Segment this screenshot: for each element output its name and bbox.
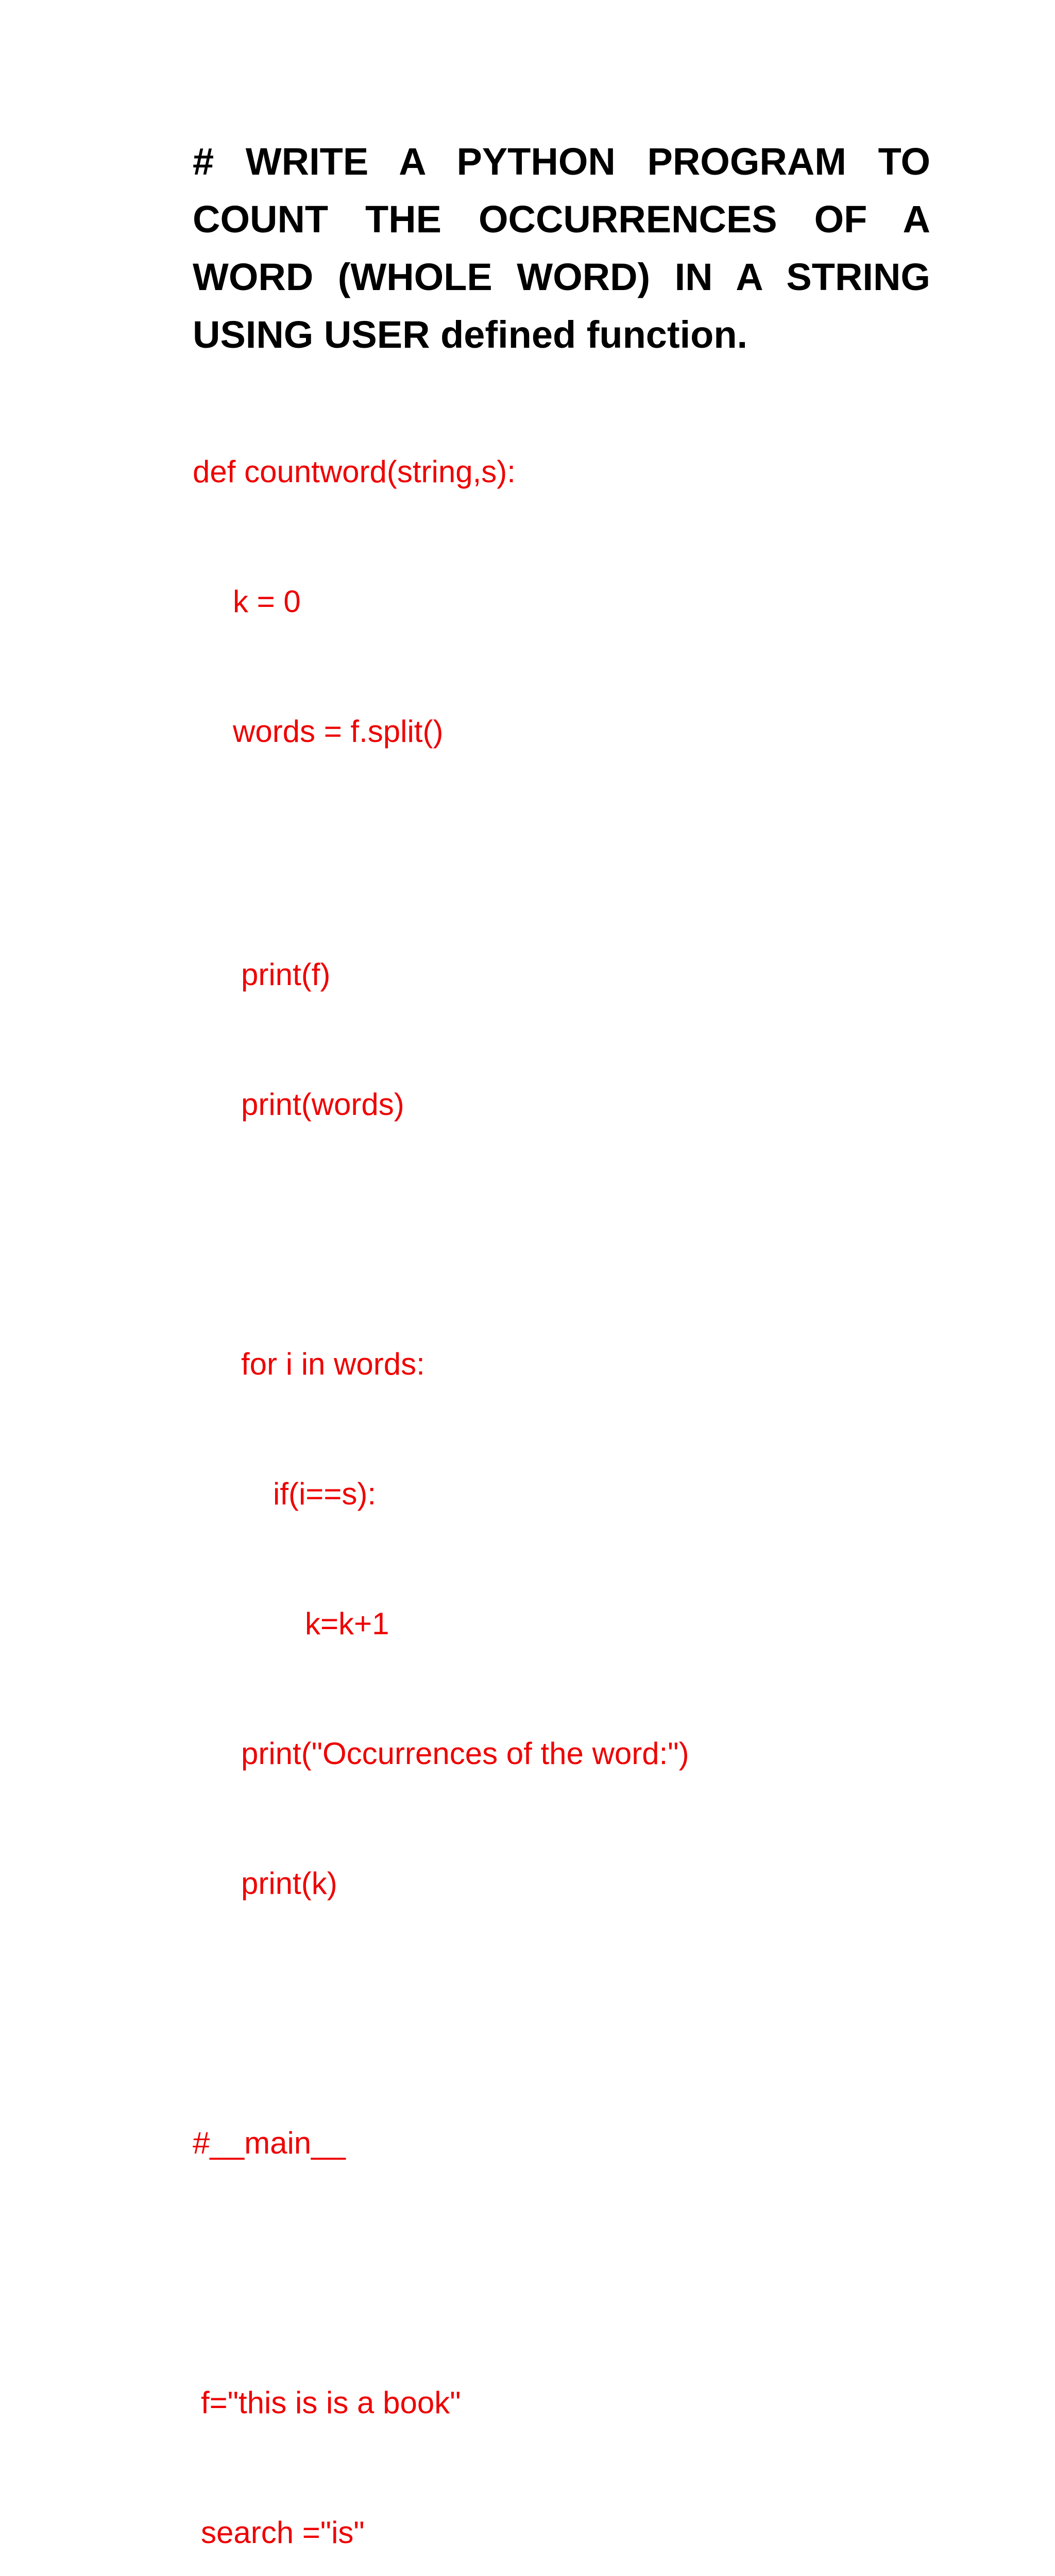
code-block: [193, 364, 930, 2576]
page-title: # WRITE A PYTHON PROGRAM TO COUNT THE OCCURRENCES OF A WORD (WHOLE WORD) IN A STRING USING USER defined function.: [193, 140, 930, 356]
code-line-words-split: words = f.split(): [233, 714, 444, 749]
spacer: [193, 1992, 930, 2035]
code-line-print-f: print(f): [241, 957, 331, 992]
code-line-if: if(i==s):: [273, 1477, 377, 1511]
spacer: [193, 840, 930, 867]
code-line-print-k: print(k): [241, 1866, 337, 1901]
code-line-assign-search: search ="is": [201, 2515, 365, 2550]
spacer: [193, 1213, 930, 1256]
code-line-increment: k=k+1: [305, 1606, 389, 1641]
code-line-print-words: print(words): [241, 1087, 404, 1122]
code-line-for: for i in words:: [241, 1347, 425, 1381]
code-line-main-comment: #__main__: [193, 2126, 346, 2160]
spacer: [193, 2251, 930, 2295]
code-line-k-init: k = 0: [233, 584, 301, 619]
code-line-print-msg: print("Occurrences of the word:"): [241, 1736, 689, 1771]
document-page: [193, 133, 930, 2576]
code-line-def: def countword(string,s):: [193, 454, 516, 489]
code-line-assign-f: f="this is is a book": [201, 2385, 461, 2420]
